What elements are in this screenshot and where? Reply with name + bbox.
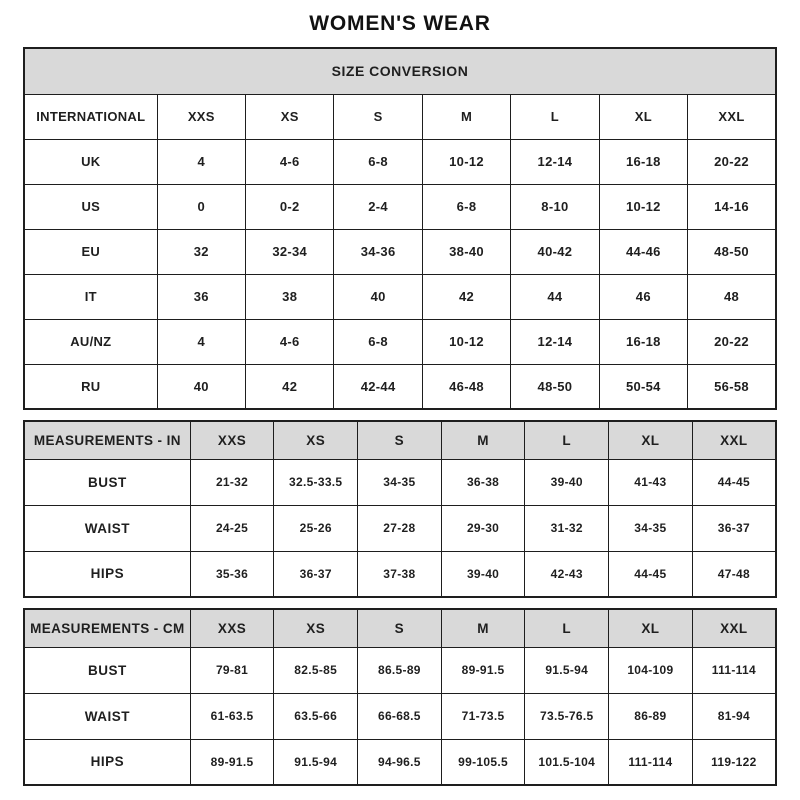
size-value-cell: 44: [511, 274, 599, 319]
size-value-cell: 73.5-76.5: [525, 693, 609, 739]
page-title: WOMEN'S WEAR: [309, 12, 491, 35]
row-label-us: US: [24, 184, 157, 229]
column-header-l: L: [511, 94, 599, 139]
column-header-m: M: [441, 609, 525, 647]
size-value-cell: 14-16: [688, 184, 776, 229]
size-value-cell: 12-14: [511, 319, 599, 364]
column-header-xl: XL: [609, 421, 693, 459]
column-header-l: L: [525, 421, 609, 459]
size-conversion-title: SIZE CONVERSION: [24, 48, 776, 94]
measurements-in-title: MEASUREMENTS - IN: [24, 421, 190, 459]
table-row-bust: [24, 647, 776, 693]
size-value-cell: 79-81: [190, 647, 274, 693]
row-label-bust: BUST: [24, 459, 190, 505]
column-header-s: S: [334, 94, 422, 139]
row-label-eu: EU: [24, 229, 157, 274]
size-value-cell: 42: [246, 364, 334, 409]
size-value-cell: 4: [157, 139, 245, 184]
measurements-in-table: [23, 420, 777, 598]
table-row-ru: [24, 364, 776, 409]
size-value-cell: 31-32: [525, 505, 609, 551]
size-value-cell: 91.5-94: [525, 647, 609, 693]
size-value-cell: 48: [688, 274, 776, 319]
size-value-cell: 111-114: [692, 647, 776, 693]
measurements-cm-title: MEASUREMENTS - CM: [24, 609, 190, 647]
size-value-cell: 32-34: [246, 229, 334, 274]
size-value-cell: 40: [334, 274, 422, 319]
size-value-cell: 34-36: [334, 229, 422, 274]
size-value-cell: 27-28: [358, 505, 442, 551]
row-label-au-nz: AU/NZ: [24, 319, 157, 364]
size-value-cell: 35-36: [190, 551, 274, 597]
column-header-xl: XL: [599, 94, 687, 139]
size-value-cell: 101.5-104: [525, 739, 609, 785]
size-value-cell: 46: [599, 274, 687, 319]
size-value-cell: 41-43: [609, 459, 693, 505]
size-value-cell: 10-12: [422, 139, 510, 184]
column-header-xs: XS: [246, 94, 334, 139]
size-value-cell: 34-35: [609, 505, 693, 551]
size-value-cell: 40-42: [511, 229, 599, 274]
table-row-hips: [24, 551, 776, 597]
column-header-xxs: XXS: [157, 94, 245, 139]
size-conversion-body: [24, 139, 776, 409]
row-label-hips: HIPS: [24, 551, 190, 597]
column-header-xs: XS: [274, 609, 358, 647]
size-value-cell: 25-26: [274, 505, 358, 551]
size-value-cell: 44-45: [609, 551, 693, 597]
size-value-cell: 20-22: [688, 319, 776, 364]
size-value-cell: 111-114: [609, 739, 693, 785]
column-header-l: L: [525, 609, 609, 647]
size-value-cell: 6-8: [422, 184, 510, 229]
size-value-cell: 94-96.5: [358, 739, 442, 785]
size-value-cell: 89-91.5: [190, 739, 274, 785]
size-value-cell: 86-89: [609, 693, 693, 739]
column-header-xs: XS: [274, 421, 358, 459]
size-value-cell: 20-22: [688, 139, 776, 184]
table-row-us: [24, 184, 776, 229]
size-value-cell: 16-18: [599, 319, 687, 364]
size-value-cell: 91.5-94: [274, 739, 358, 785]
row-label-bust: BUST: [24, 647, 190, 693]
size-value-cell: 82.5-85: [274, 647, 358, 693]
size-value-cell: 44-45: [692, 459, 776, 505]
row-label-waist: WAIST: [24, 505, 190, 551]
size-value-cell: 44-46: [599, 229, 687, 274]
size-value-cell: 8-10: [511, 184, 599, 229]
size-value-cell: 12-14: [511, 139, 599, 184]
size-value-cell: 36-38: [441, 459, 525, 505]
size-value-cell: 29-30: [441, 505, 525, 551]
size-value-cell: 61-63.5: [190, 693, 274, 739]
row-label-it: IT: [24, 274, 157, 319]
row-label-uk: UK: [24, 139, 157, 184]
size-value-cell: 37-38: [358, 551, 442, 597]
table-row-waist: [24, 505, 776, 551]
size-value-cell: 36-37: [274, 551, 358, 597]
column-header-xxl: XXL: [692, 609, 776, 647]
size-value-cell: 32.5-33.5: [274, 459, 358, 505]
size-value-cell: 46-48: [422, 364, 510, 409]
table-row-waist: [24, 693, 776, 739]
measurements-in-body: [24, 459, 776, 597]
size-value-cell: 32: [157, 229, 245, 274]
size-value-cell: 2-4: [334, 184, 422, 229]
size-value-cell: 36: [157, 274, 245, 319]
column-header-m: M: [422, 94, 510, 139]
size-value-cell: 4-6: [246, 139, 334, 184]
row-label-waist: WAIST: [24, 693, 190, 739]
size-value-cell: 34-35: [358, 459, 442, 505]
measurements-cm-body: [24, 647, 776, 785]
size-value-cell: 21-32: [190, 459, 274, 505]
size-value-cell: 39-40: [441, 551, 525, 597]
size-value-cell: 81-94: [692, 693, 776, 739]
size-value-cell: 119-122: [692, 739, 776, 785]
size-value-cell: 39-40: [525, 459, 609, 505]
size-conversion-columns-row: [24, 94, 776, 139]
column-header-xxs: XXS: [190, 609, 274, 647]
table-row-eu: [24, 229, 776, 274]
row-label-ru: RU: [24, 364, 157, 409]
size-value-cell: 63.5-66: [274, 693, 358, 739]
size-value-cell: 0: [157, 184, 245, 229]
size-value-cell: 16-18: [599, 139, 687, 184]
size-value-cell: 4: [157, 319, 245, 364]
row-label-hips: HIPS: [24, 739, 190, 785]
column-header-xxl: XXL: [692, 421, 776, 459]
size-value-cell: 38-40: [422, 229, 510, 274]
size-value-cell: 42-44: [334, 364, 422, 409]
table-row-it: [24, 274, 776, 319]
measurements-cm-table: [23, 608, 777, 786]
column-header-xxs: XXS: [190, 421, 274, 459]
size-value-cell: 104-109: [609, 647, 693, 693]
size-value-cell: 66-68.5: [358, 693, 442, 739]
measurements-cm-header-row: [24, 609, 776, 647]
size-value-cell: 50-54: [599, 364, 687, 409]
size-value-cell: 42: [422, 274, 510, 319]
table-row-bust: [24, 459, 776, 505]
column-header-xxl: XXL: [688, 94, 776, 139]
table-row-uk: [24, 139, 776, 184]
column-header-s: S: [358, 421, 442, 459]
size-value-cell: 10-12: [599, 184, 687, 229]
size-value-cell: 86.5-89: [358, 647, 442, 693]
size-value-cell: 42-43: [525, 551, 609, 597]
size-conversion-title-row: [24, 48, 776, 94]
size-value-cell: 38: [246, 274, 334, 319]
size-value-cell: 48-50: [688, 229, 776, 274]
table-row-au-nz: [24, 319, 776, 364]
size-value-cell: 0-2: [246, 184, 334, 229]
size-value-cell: 99-105.5: [441, 739, 525, 785]
size-value-cell: 24-25: [190, 505, 274, 551]
size-value-cell: 56-58: [688, 364, 776, 409]
size-value-cell: 47-48: [692, 551, 776, 597]
column-header-s: S: [358, 609, 442, 647]
size-value-cell: 89-91.5: [441, 647, 525, 693]
column-header-m: M: [441, 421, 525, 459]
size-value-cell: 6-8: [334, 319, 422, 364]
size-value-cell: 40: [157, 364, 245, 409]
size-value-cell: 6-8: [334, 139, 422, 184]
column-header-international: INTERNATIONAL: [24, 94, 157, 139]
size-value-cell: 10-12: [422, 319, 510, 364]
size-value-cell: 71-73.5: [441, 693, 525, 739]
size-value-cell: 36-37: [692, 505, 776, 551]
size-value-cell: 4-6: [246, 319, 334, 364]
column-header-xl: XL: [609, 609, 693, 647]
size-conversion-table: [23, 47, 777, 410]
measurements-in-header-row: [24, 421, 776, 459]
size-value-cell: 48-50: [511, 364, 599, 409]
table-row-hips: [24, 739, 776, 785]
